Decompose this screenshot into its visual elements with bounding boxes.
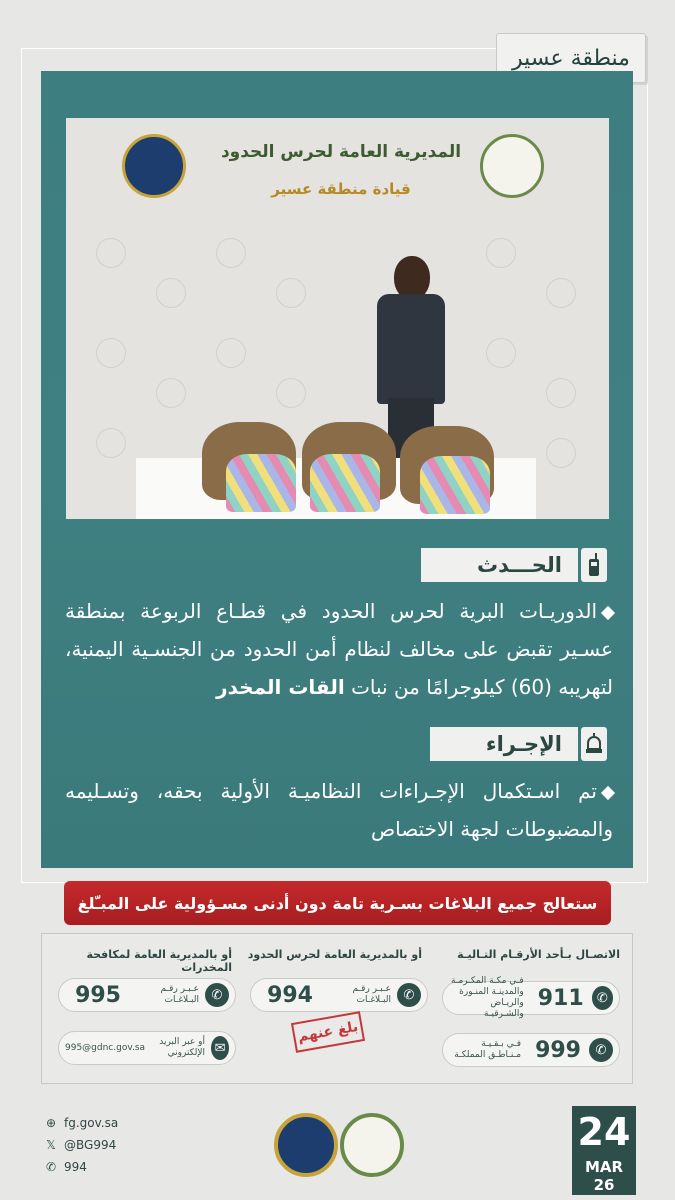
bullet-icon: [601, 785, 615, 799]
suspect-body: [377, 294, 445, 404]
email-contact[interactable]: [58, 1031, 236, 1065]
footer-handle[interactable]: 𝕏 @BG994: [44, 1138, 116, 1152]
ministry-logo: [340, 1113, 404, 1177]
action-text-content: تم اسـتكمال الإجـراءات النظاميـة الأولية بحقه، وتسـليمه والمضبوطات لجهة الاختصاص: [65, 779, 613, 841]
email-address[interactable]: 995@gdnc.gov.sa: [65, 1042, 146, 1053]
mail-icon: ✉: [211, 1036, 229, 1060]
date-day: 24: [577, 1110, 631, 1154]
date-month-year: MAR 26: [584, 1158, 624, 1194]
phone-icon: ✆: [397, 983, 421, 1007]
siren-icon: [581, 727, 607, 761]
event-text: [65, 592, 613, 706]
hotline-911[interactable]: [442, 976, 620, 1019]
contacts-box: [41, 933, 633, 1084]
hotline-999[interactable]: [442, 1033, 620, 1067]
hotline-995-desc: عـبـر رقـم البـلاغـات: [160, 984, 199, 1005]
globe-icon: ⊕: [45, 1116, 57, 1130]
hotline-911-number: 911: [537, 985, 584, 1011]
event-heading-row: [421, 545, 607, 585]
action-heading-row: [430, 724, 607, 764]
hotline-911-desc: فـي مكـة المكـرمـة والمدينـة المنـورة والريـاض والشـرقيـة: [451, 976, 524, 1019]
action-heading: الإجـراء: [430, 727, 578, 761]
x-logo-icon: 𝕏: [46, 1138, 56, 1152]
contacts-col3-title: أو بالمديرية العامة لمكافحة المخدرات: [86, 948, 232, 974]
bundle-pile-center: [310, 454, 380, 512]
ministry-emblem: [480, 134, 544, 198]
hotline-999-desc: فـي بـقـيـة مـنـاطـق المملكـة: [454, 1039, 522, 1060]
contacts-col1-title: الاتصـال بـأحد الأرقـام التـاليـة: [457, 948, 620, 961]
contacts-col2-title: أو بالمديرية العامة لحرس الحدود: [247, 948, 422, 961]
bullet-icon: [601, 605, 615, 619]
date-badge: [572, 1106, 636, 1195]
phone-icon: ✆: [589, 1038, 613, 1062]
confidentiality-banner: ستعالج جميع البلاغات بسـرية تامة دون أدنى مسـؤولية على المبـّلغ: [64, 881, 611, 925]
bundle-pile-right: [420, 456, 490, 514]
event-text-bold: القات المخدر: [216, 675, 345, 699]
footer-phone[interactable]: ✆ 994: [45, 1160, 87, 1174]
seizure-photo: [66, 118, 609, 519]
report-stamp: بلغ عنهم: [291, 1011, 365, 1053]
footer-website[interactable]: ⊕ fg.gov.sa: [45, 1116, 119, 1130]
hotline-999-number: 999: [535, 1037, 581, 1063]
bundle-pile-left: [226, 454, 296, 512]
email-desc: أو عبر البريد الإلكتروني: [159, 1037, 206, 1058]
photo-title: المديرية العامة لحرس الحدود: [220, 142, 462, 162]
action-text: [65, 772, 613, 848]
region-tag: منطقة عسير: [496, 33, 646, 83]
border-guard-logo: [274, 1113, 338, 1177]
event-text-main: الدوريـات البرية لحرس الحدود في قطـاع الربوعة بمنطقة عسـير تقبض على مخالف لنظام أمن الحدود من الجنسـية اليمنية، لتهريبه (60) كيلوجرامًا من نبات: [65, 599, 613, 699]
hotline-994-desc: عـبـر رقـم البـلاغـات: [352, 984, 391, 1005]
hotline-994-number: 994: [267, 982, 313, 1008]
hotline-995-number: 995: [75, 982, 121, 1008]
hotline-994[interactable]: [250, 978, 428, 1012]
hotline-995[interactable]: [58, 978, 236, 1012]
phone-icon: ✆: [205, 983, 229, 1007]
radio-icon: [581, 548, 607, 582]
photo-subtitle: قيادة منطقة عسير: [271, 180, 411, 198]
phone-icon: ✆: [592, 986, 613, 1010]
border-guard-emblem: [122, 134, 186, 198]
event-heading: الحـــدث: [421, 548, 578, 582]
phone-icon: ✆: [45, 1160, 57, 1174]
